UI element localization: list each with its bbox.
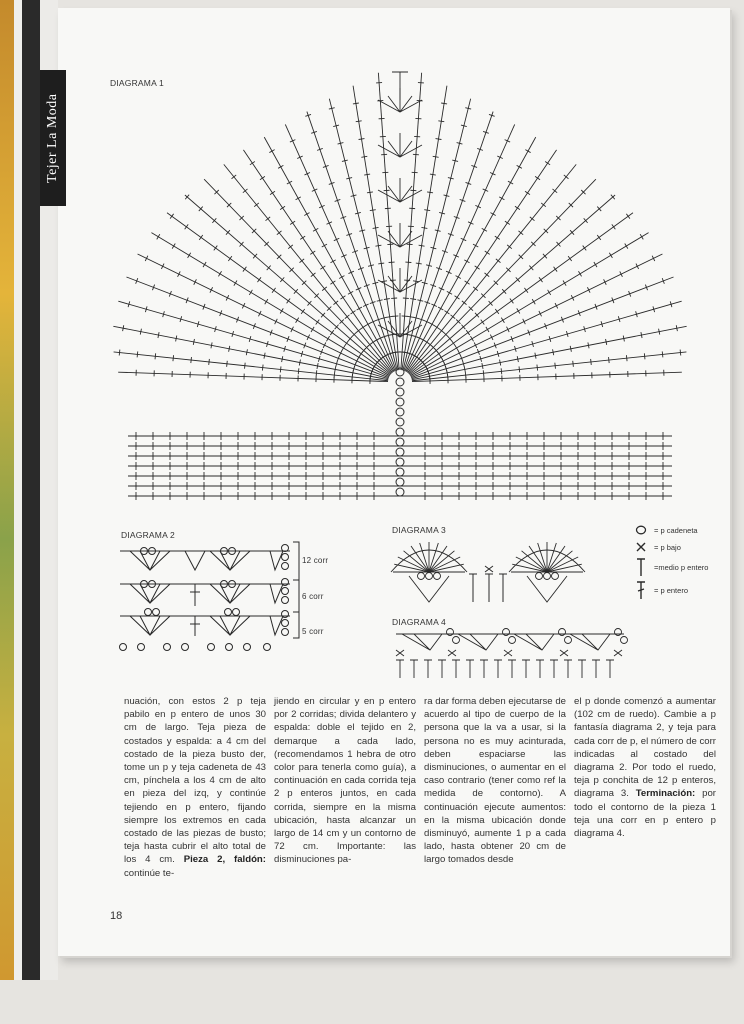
diagram-1-tick [269, 150, 274, 153]
diagram-1-motif [378, 178, 422, 202]
diagram-1-tick [555, 363, 556, 369]
diagram-1-tick [626, 355, 627, 361]
diagram-1-tick [320, 266, 325, 269]
diagram-1-tick [296, 318, 299, 323]
diagram-1-tick [486, 327, 489, 332]
diagram-1-tick [339, 276, 344, 279]
diagram-1-tick [348, 291, 353, 294]
diagram-1-ray [411, 277, 673, 378]
diagram-1-tick [199, 235, 203, 240]
diagram-1-tick [158, 332, 159, 338]
diagram-3-shell-left [391, 542, 467, 602]
diagram-1-chain [396, 468, 404, 476]
diagram-1-tick [517, 165, 522, 168]
diagram-1-tick [203, 262, 206, 267]
diagram-4-fan [458, 634, 498, 650]
diagram-1-tick [640, 234, 643, 239]
diagram-4-single [504, 650, 512, 656]
legend-text-single: = p bajo [654, 542, 681, 552]
diagram-1-tick [301, 309, 305, 314]
diagram-4-single [614, 650, 622, 656]
diagram-1-chain [396, 478, 404, 486]
diagram-4-stitch [536, 660, 544, 678]
diagram-1-tick [485, 251, 490, 254]
text-column-4-heading: Terminación: [635, 788, 696, 800]
diagram-1-ray [410, 213, 633, 375]
diagram-1-tick [436, 139, 442, 140]
bracket-label-6: 6 corr [302, 592, 324, 601]
bracket-label-12: 12 corr [302, 556, 329, 565]
diagram-3-stitch [469, 574, 477, 602]
diagram-4-picot [453, 637, 460, 644]
diagram-1-chain [396, 488, 404, 496]
diagram-4-single [448, 650, 456, 656]
diagram-1-tick [265, 299, 268, 304]
diagram-3-single [485, 566, 493, 572]
diagram-4-stitch [438, 660, 446, 678]
text-column-3 [424, 695, 566, 867]
diagram-1-tick [424, 210, 430, 211]
diagram-1-tick [287, 298, 291, 303]
diagram-1-tick [365, 323, 370, 326]
diagram-1-tick [316, 320, 320, 325]
diagram-1-tick [591, 359, 592, 365]
diagram-1-ray [243, 150, 393, 372]
diagram-1-tick [214, 246, 218, 251]
diagram-1-tick [381, 281, 387, 282]
diagram-1-tick [441, 103, 447, 104]
diagram-1-tick [548, 290, 551, 295]
diagram-1-tick [482, 363, 483, 369]
diagram-1-tick [662, 351, 663, 357]
diagram-1-tick [563, 281, 566, 286]
diagram-1-chain [396, 378, 404, 386]
diagram-1-chain [396, 438, 404, 446]
diagram-4-stitch [578, 660, 586, 678]
diagram-4-stitch [494, 660, 502, 678]
diagram-1-tick [481, 320, 485, 325]
diagram-1-tick [430, 174, 436, 175]
diagram-4-picot [559, 629, 566, 636]
diagram-1-tick [304, 213, 309, 216]
diagram-1-tick [375, 245, 381, 246]
diagram-1-tick [300, 236, 305, 239]
diagram-1-tick [298, 368, 299, 374]
diagram-1-tick [209, 359, 210, 365]
diagram-1-tick [280, 366, 281, 372]
diagram-4-picot [447, 629, 454, 636]
single-crochet-icon [634, 541, 648, 553]
diagram-1-tick [326, 336, 329, 341]
diagram-1-tick [508, 181, 513, 184]
text-column-1-tail: continúe te- [124, 867, 175, 879]
diagram-1-tick [311, 327, 314, 332]
diagram-1-tick [342, 345, 345, 350]
diagram-1-tick [290, 221, 295, 224]
diagram-1-tick [535, 176, 540, 179]
text-column-3-body: ra dar forma deben ejecutarse de acuerdo al tipo de cuerpo de la persona que la va a usar, si la persona no es muy acinturada, deben espaciarse las disminuciones, o aumentar en el caso contrario (tener como ref la medida de contorno). A continuación ejecute aumentos: en la misma ubicación donde disminuyó, aumente 1 p a cada lado, hasta obtener 20 cm de largo tomados desde [424, 696, 566, 866]
diagram-1-tick [524, 288, 528, 293]
text-column-1-heading: Pieza 2, faldón: [183, 854, 266, 866]
diagram-4-stitch [564, 660, 572, 678]
diagram-1-ray [151, 233, 389, 376]
diagram-1-motif [378, 223, 422, 247]
text-column-1 [124, 695, 266, 880]
diagram-1-top-stitch [392, 72, 408, 100]
diagram-1-tick [515, 206, 520, 209]
diagram-1-tick [299, 360, 300, 366]
diagram-1-tick [373, 227, 379, 228]
diagram-1-tick [501, 318, 504, 323]
diagram-1-tick [353, 103, 359, 104]
diagram-1-tick [573, 361, 574, 367]
diagram-1-tick [188, 253, 191, 258]
diagram-1-tick [501, 368, 502, 374]
diagram-1-tick [140, 329, 141, 335]
diagram-3-shell-right [509, 542, 585, 602]
legend-item-half-double [634, 557, 708, 577]
diagram-4-stitch [550, 660, 558, 678]
diagram-1-tick [359, 139, 365, 140]
diagram-1-ray [401, 73, 422, 370]
diagram-1-tick [483, 370, 484, 376]
bracket-label-5: 5 corr [302, 627, 324, 636]
diagram-1-tick [370, 210, 376, 211]
diagram-1-tick [421, 227, 427, 228]
diagram-1-tick [525, 150, 530, 153]
diagram-4-fan [402, 634, 442, 650]
diagram-1-tick [378, 263, 384, 264]
diagram-1-tick [218, 271, 221, 276]
diagram-1-tick [316, 370, 317, 376]
diagram-1-tick [680, 350, 681, 356]
diagram-1-tick [455, 345, 458, 350]
diagram-1-tick [280, 206, 285, 209]
diagram-1-ray [407, 150, 557, 372]
diagram-2-bracket [293, 542, 299, 638]
diagram-1-chain [396, 398, 404, 406]
diagram-3-stitch [499, 574, 507, 602]
diagram-1-tick [410, 299, 416, 300]
diagram-1-tick [438, 121, 444, 122]
diagram-1-tick [473, 244, 478, 247]
diagram-4-single [396, 650, 404, 656]
diagram-1-chain [396, 448, 404, 456]
diagram-1-tick [234, 281, 237, 286]
diagram-1-tick [419, 245, 425, 246]
diagram-1-tick [272, 288, 276, 293]
diagram-1-tick [676, 325, 677, 331]
diagram-1-tick [626, 214, 630, 219]
diagram-4-stitch [452, 660, 460, 678]
diagram-4-stitch [606, 660, 614, 678]
diagram-1-center-motifs [378, 72, 422, 337]
page-number: 18 [110, 910, 123, 922]
shell-chain [544, 573, 551, 580]
half-double-crochet-icon [634, 557, 648, 577]
legend-text-chain: = p cadeneta [654, 525, 698, 535]
diagram-2-side-chain [282, 545, 289, 636]
diagram-1-tick [173, 355, 174, 361]
diagram-1-tick [245, 363, 246, 369]
diagram-1-tick [554, 267, 558, 272]
diagram-1-chain [396, 428, 404, 436]
diagram-1-tick [322, 244, 327, 247]
diagram-1-tick [475, 266, 480, 269]
text-column-2-body: jiendo en circular y en p entero por 2 corridas; divida delantero y espalda: doble el tejido en 2, demarque a cada lado, (recomendamos 1 hebra de otro color para tenerla como guía), a continuación en cada corrida teja 2 p enteros juntos, en cada corrida, siempre en la misma ubicación, hasta alcanzar un largo de 14 cm y un contorno de 72 cm. Importante: las disminuciones pa- [274, 696, 416, 866]
diagram-1-tick [578, 271, 581, 276]
diagram-4-stitch [410, 660, 418, 678]
diagram-1-tick [505, 221, 510, 224]
diagram-4-chart [392, 624, 632, 684]
diagram-1-chain [396, 418, 404, 426]
diagram-4-picot [621, 637, 628, 644]
diagram-1-tick [583, 246, 587, 251]
diagram-4-picot [565, 637, 572, 644]
diagram-1-tick [243, 267, 247, 272]
section-tab-label: Tejer La Moda [45, 93, 60, 183]
diagram-1-tick [433, 156, 439, 157]
diagram-4-border [396, 629, 628, 679]
diagram-2-label: DIAGRAMA 2 [121, 530, 175, 540]
diagram-4-stitch [522, 660, 530, 678]
diagram-1-motif [378, 313, 422, 337]
diagram-1-tick [367, 192, 373, 193]
diagram-1-tick [137, 351, 138, 357]
text-column-4-tail: por todo el contorno de la pieza 1 teja una corr en p entero p diagrama 4. [574, 788, 716, 840]
diagram-1-tick [246, 349, 247, 355]
diagram-1-ray [167, 213, 390, 375]
diagram-4-label: DIAGRAMA 4 [392, 617, 446, 627]
diagram-4-stitch [466, 660, 474, 678]
diagram-1-tick [278, 165, 283, 168]
diagram-1-tick [172, 243, 175, 248]
diagram-4-picot [503, 629, 510, 636]
diagram-1-tick [364, 174, 370, 175]
diagram-3-chart [385, 532, 625, 612]
diagram-1-tick [625, 243, 628, 248]
diagram-1-chain [396, 408, 404, 416]
diagram-1-tick [452, 341, 456, 346]
diagram-1-ray [378, 73, 399, 370]
diagram-1-motif [378, 268, 422, 292]
diagram-1-tick [535, 353, 536, 359]
diagram-1-tick [282, 356, 283, 362]
shell-chain [552, 573, 559, 580]
diagram-1-tick [427, 192, 433, 193]
diagram-1-label: DIAGRAMA 1 [110, 78, 164, 88]
diagram-1-tick [310, 251, 315, 254]
diagram-1-chain [396, 458, 404, 466]
diagram-1-tick [280, 308, 283, 313]
diagram-3-stitch [485, 574, 493, 602]
diagram-1-tick [659, 329, 660, 335]
diagram-1-tick [500, 360, 501, 366]
diagram-1-ray [118, 301, 388, 378]
diagram-1-tick [553, 349, 554, 355]
diagram-1-tick [193, 339, 194, 345]
diagram-1-tick [157, 234, 160, 239]
diagram-3-middle-stitches [469, 566, 507, 602]
diagram-1-tick [545, 161, 550, 164]
diagram-1-tick [249, 290, 252, 295]
diagram-1-tick [416, 263, 422, 264]
diagram-1-tick [519, 366, 520, 372]
diagram-1-tick [499, 197, 504, 200]
diagram-1-tick [313, 228, 318, 231]
diagram-1-tick [588, 342, 589, 348]
diagram-1-tick [525, 191, 530, 194]
diagram-1-tick [351, 311, 356, 314]
diagram-1-tick [470, 336, 473, 341]
diagram-1-tick [176, 336, 177, 342]
diagram-1-tick [227, 361, 228, 367]
diagram-1-tick [384, 299, 390, 300]
diagram-4-single [560, 650, 568, 656]
diagram-1-tick [644, 353, 645, 359]
diagram-1-tick [606, 339, 607, 345]
diagram-1-tick [330, 281, 335, 284]
diagram-1-tick [228, 256, 232, 261]
legend-text-half-double: =medio p entero [654, 562, 709, 572]
diagram-1-tick [361, 156, 367, 157]
diagram-1-tick [361, 326, 366, 329]
diagram-1-tick [537, 365, 538, 371]
diagram-1-tick [447, 291, 452, 294]
text-column-1-body: nuación, con estos 2 p teja pabilo en p entero de unos 30 cm de largo. Teja pieza de costados y espalda: a 4 cm del costado de la pieza busto der, tome un p y teja cadeneta de 43 cm, pínchela a los 4 cm de alto en pieza del izq, y continúe tejiendo en p entero, fijando siempre los extremos en cada costado de las piezas de busto; teja hasta cubrir el alto total de los 4 cm. [124, 696, 266, 866]
text-column-4 [574, 695, 716, 840]
diagram-4-fan [514, 634, 554, 650]
diagram-1-tick [330, 330, 334, 335]
diagram-1-tick [570, 346, 571, 352]
diagram-1-tick [464, 366, 465, 372]
diagram-1-chain [396, 368, 404, 376]
diagram-1-tick [517, 356, 518, 362]
diagram-1-tick [340, 296, 345, 299]
diagram-1-tick [510, 298, 514, 303]
diagram-1-tick [335, 366, 336, 372]
diagram-1-tick [257, 277, 261, 282]
shell-chain [426, 573, 433, 580]
diagram-1-tick [455, 296, 460, 299]
diagram-1-chain-column [396, 368, 404, 496]
diagram-1-tick [296, 197, 301, 200]
diagram-1-ray [412, 301, 682, 378]
diagram-1-tick [495, 236, 500, 239]
legend-item-chain [634, 523, 698, 537]
diagram-1-tick [185, 224, 189, 229]
diagram-1-tick [568, 256, 572, 261]
chain-stitch-icon [634, 525, 648, 535]
diagram-1-tick [211, 342, 212, 348]
diagram-1-tick [229, 346, 230, 352]
diagram-4-stitch [396, 660, 404, 678]
diagram-1-tick [444, 311, 449, 314]
diagram-2-chain-row [120, 644, 271, 651]
diagram-1-tick [119, 350, 120, 356]
diagram-4-stitch [480, 660, 488, 678]
diagram-4-picot [615, 629, 622, 636]
diagram-1-tick [609, 253, 612, 258]
diagram-3-label: DIAGRAMA 3 [392, 525, 446, 535]
diagram-1-tick [456, 276, 461, 279]
shell-chain [434, 573, 441, 580]
diagram-1-tick [539, 277, 543, 282]
shell-chain [418, 573, 425, 580]
diagram-1-tick [191, 357, 192, 363]
legend-text-double: = p entero [654, 585, 688, 595]
diagram-1-tick [270, 191, 275, 194]
diagram-1-tick [170, 214, 174, 219]
diagram-4-picot [509, 637, 516, 644]
diagram-1-tick [612, 224, 616, 229]
diagram-1-tick [330, 260, 335, 263]
diagram-1-tick [262, 365, 263, 371]
diagram-1-tick [517, 308, 520, 313]
diagram-2-row-1 [120, 548, 290, 571]
diagram-1-tick [357, 307, 362, 310]
diagram-4-fan [570, 634, 610, 650]
diagram-1-tick [155, 353, 156, 359]
diagram-1-tick [482, 228, 487, 231]
diagram-1-ray [410, 233, 648, 376]
diagram-1-tick [260, 176, 265, 179]
diagram-1-tick [597, 235, 601, 240]
diagram-1-tick [490, 213, 495, 216]
double-crochet-icon [634, 580, 648, 600]
shell-chain [536, 573, 543, 580]
diagram-1-tick [250, 161, 255, 164]
diagram-1-tick [264, 353, 265, 359]
diagram-1-tick [429, 323, 434, 326]
diagram-1-tick [345, 341, 349, 346]
diagram-1-tick [532, 299, 535, 304]
diagram-1-tick [641, 332, 642, 338]
diagram-1-tick [609, 357, 610, 363]
diagram-1-tick [387, 316, 393, 317]
diagram-1-tick [287, 181, 292, 184]
diagram-4-stitch [424, 660, 432, 678]
diagram-1-tick [594, 262, 597, 267]
diagram-1-tick [438, 307, 443, 310]
diagram-1-chain [396, 388, 404, 396]
diagram-1-tick [434, 326, 439, 329]
diagram-4-stitch [592, 660, 600, 678]
diagram-1-tick [407, 316, 413, 317]
legend-item-double [634, 580, 688, 600]
diagram-1-tick [356, 121, 362, 122]
diagram-1-tick [464, 260, 469, 263]
diagram-2-row-2 [120, 581, 290, 607]
text-column-2 [274, 695, 416, 867]
diagram-1-ray [126, 277, 388, 378]
text-column-4-body: el p donde comenzó a aumentar (102 cm de ruedo). Cambie a p fantasía diagrama 2, y teja para cada corr de p, el número de corr indicadas al costado del diagrama 2. Por todo el ruedo, teja p conchita de 12 p enteros, diagrama 3. [574, 696, 716, 800]
diagram-1-tick [495, 309, 499, 314]
diagram-1-tick [413, 281, 419, 282]
legend-item-single [634, 540, 681, 554]
diagram-1-tick [465, 281, 470, 284]
diagram-4-stitch [508, 660, 516, 678]
diagram-1-tick [466, 330, 470, 335]
diagram-1-tick [317, 363, 318, 369]
diagram-1-tick [123, 325, 124, 331]
diagram-1-tick [623, 336, 624, 342]
diagram-2-row-3 [120, 609, 290, 637]
